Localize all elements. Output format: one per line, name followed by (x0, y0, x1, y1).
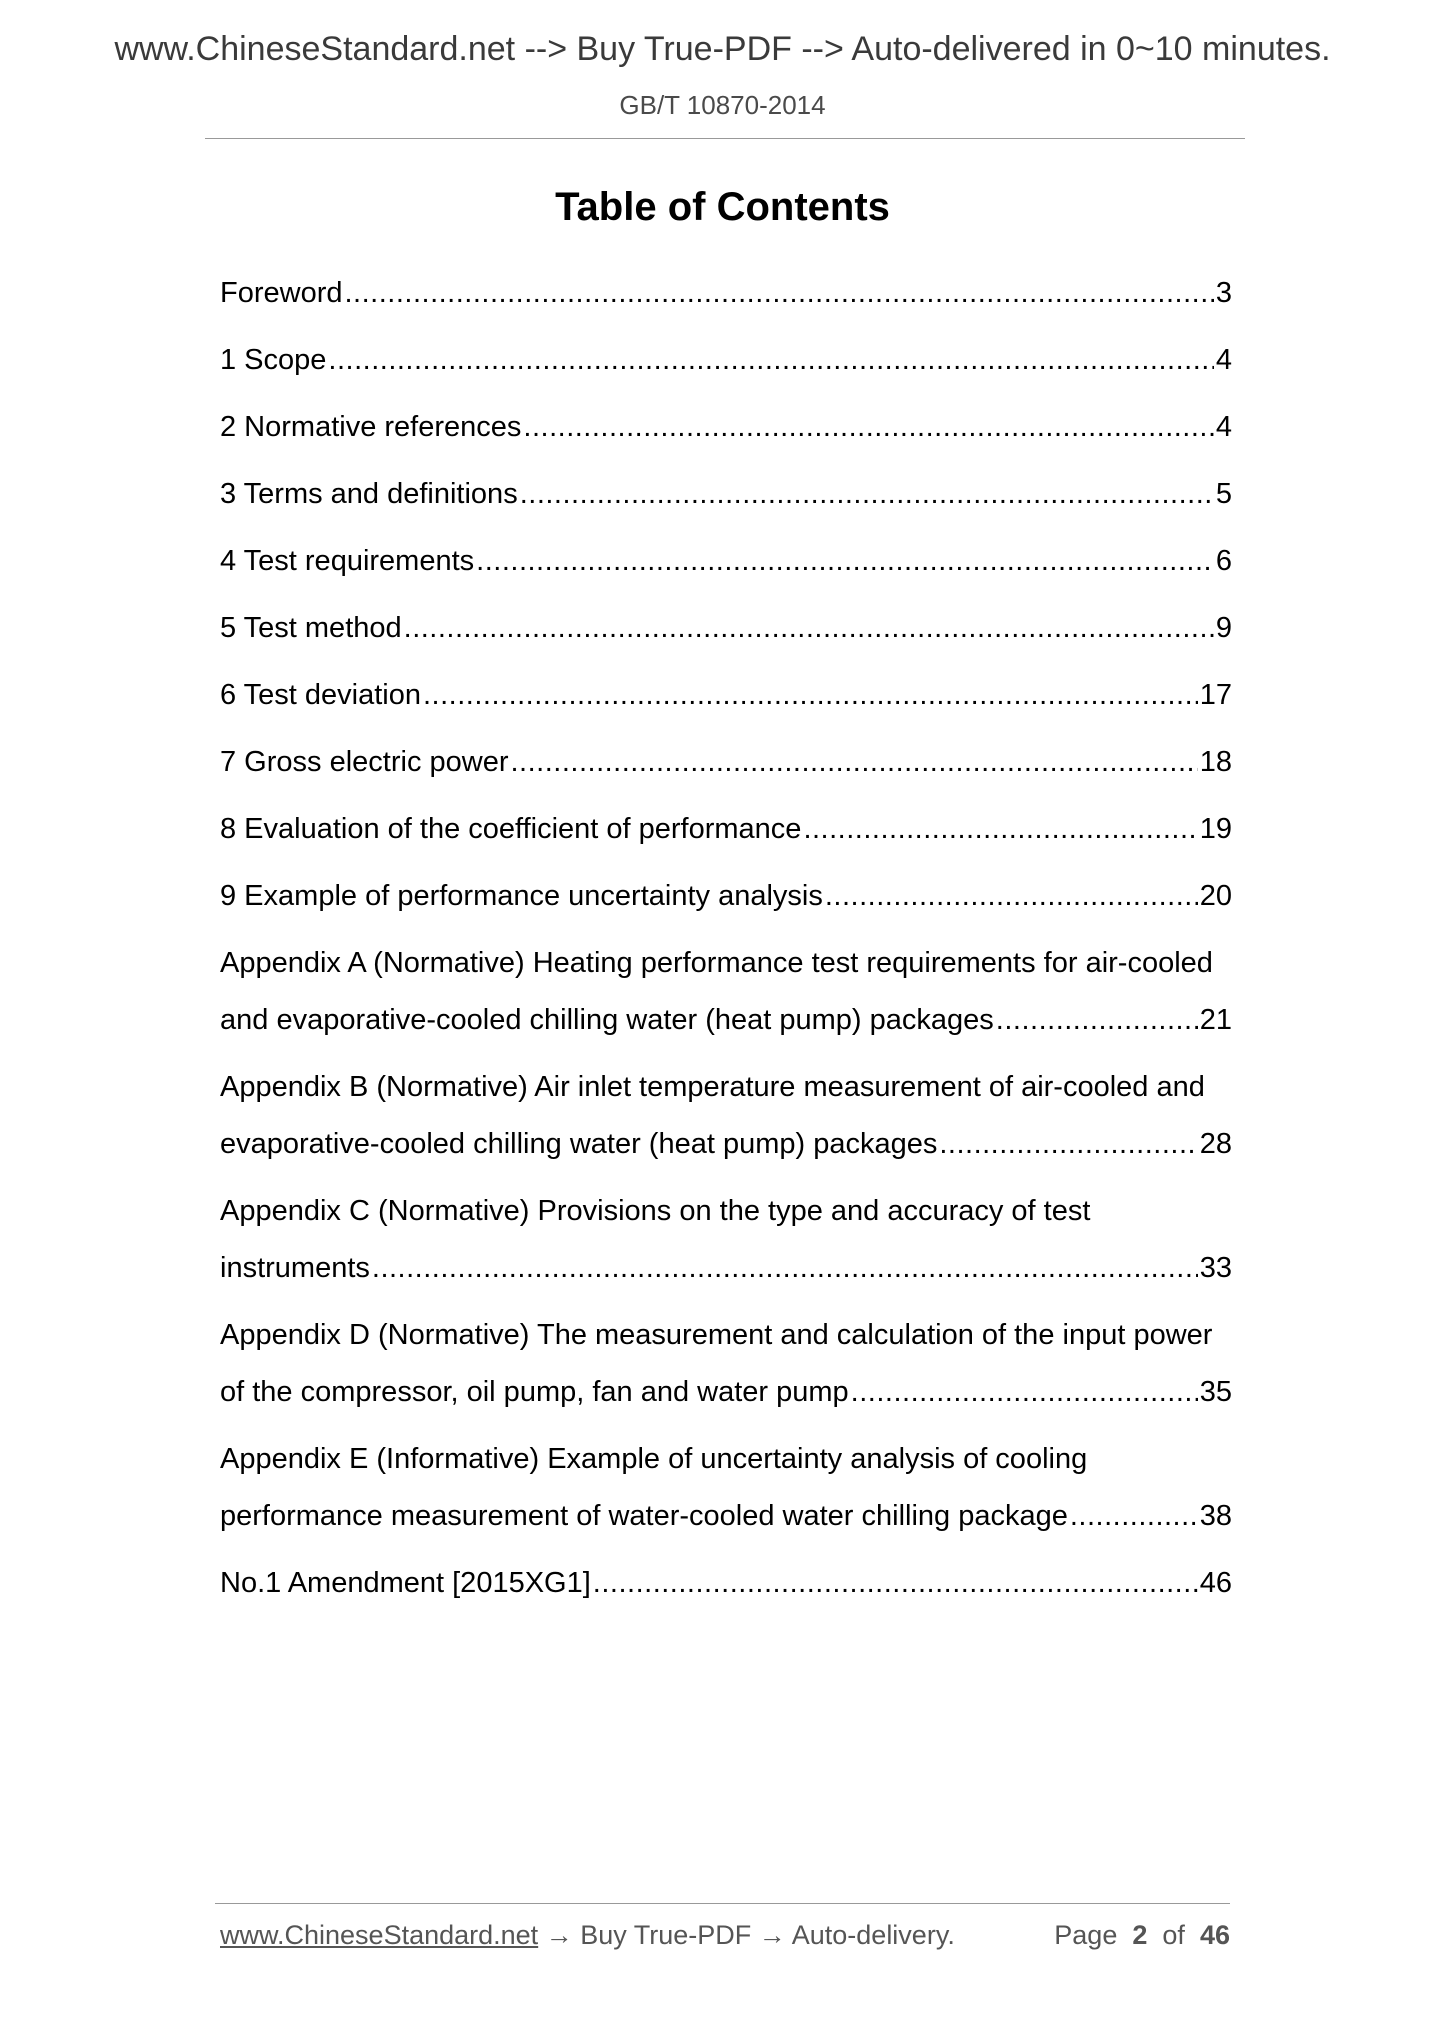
table-of-contents (220, 265, 1232, 1622)
toc-page-number: 6 (1215, 545, 1232, 577)
toc-entry-title-line: Appendix E (Informative) Example of uncertainty analysis of cooling (220, 1443, 1088, 1475)
toc-entry-row (220, 466, 1232, 523)
dot-leader (523, 399, 1213, 456)
toc-entry[interactable] (220, 265, 1232, 322)
toc-entry-title: 1 Scope (220, 344, 327, 376)
toc-entry-row (220, 801, 1232, 858)
toc-entry-row (220, 1240, 1232, 1297)
toc-entry[interactable] (220, 399, 1232, 456)
toc-page-number: 4 (1215, 344, 1232, 376)
toc-entry[interactable] (220, 1431, 1232, 1545)
toc-entry-row (220, 332, 1232, 389)
dot-leader (939, 1116, 1197, 1173)
dot-leader (825, 868, 1198, 925)
toc-entry-row (220, 667, 1232, 724)
dot-leader (423, 667, 1198, 724)
toc-entry-title: 3 Terms and definitions (220, 478, 518, 510)
header-divider (205, 138, 1245, 139)
dot-leader (851, 1364, 1198, 1421)
toc-entry-title-line: Appendix C (Normative) Provisions on the type and accuracy of test (220, 1195, 1091, 1227)
toc-entry[interactable] (220, 1555, 1232, 1612)
toc-entry-title-line: Appendix B (Normative) Air inlet temperature measurement of air-cooled and (220, 1071, 1205, 1103)
toc-entry-title: 9 Example of performance uncertainty analysis (220, 880, 823, 912)
toc-entry[interactable] (220, 1059, 1232, 1173)
toc-entry[interactable] (220, 1307, 1232, 1421)
toc-page-number: 38 (1199, 1500, 1232, 1532)
toc-entry[interactable] (220, 935, 1232, 1049)
toc-page-number: 3 (1215, 277, 1232, 309)
toc-entry[interactable] (220, 600, 1232, 657)
toc-entry-title: 7 Gross electric power (220, 746, 509, 778)
toc-page-number: 5 (1215, 478, 1232, 510)
toc-entry-title: Foreword (220, 277, 343, 309)
page-of-label: of (1162, 1920, 1185, 1950)
toc-page-number: 4 (1215, 411, 1232, 443)
toc-page-number: 20 (1199, 880, 1232, 912)
dot-leader (345, 265, 1214, 322)
toc-entry-title-line: Appendix D (Normative) The measurement and calculation of the input power (220, 1319, 1213, 1351)
dot-leader (1070, 1488, 1198, 1545)
toc-entry-title: 8 Evaluation of the coefficient of performance (220, 813, 802, 845)
toc-entry-title: and evaporative-cooled chilling water (heat pump) packages (220, 1004, 994, 1036)
toc-page-number: 9 (1215, 612, 1232, 644)
toc-entry-title: 4 Test requirements (220, 545, 475, 577)
dot-leader (372, 1240, 1198, 1297)
toc-entry[interactable] (220, 734, 1232, 791)
page-current: 2 (1132, 1920, 1148, 1950)
page-title: Table of Contents (555, 185, 890, 229)
toc-entry[interactable] (220, 332, 1232, 389)
toc-entry[interactable] (220, 466, 1232, 523)
toc-entry-row (220, 1364, 1232, 1421)
toc-entry-title: 5 Test method (220, 612, 402, 644)
dot-leader (328, 332, 1213, 389)
page-footer (220, 1920, 1230, 1951)
toc-entry[interactable] (220, 1183, 1232, 1297)
toc-page-number: 28 (1199, 1128, 1232, 1160)
footer-website-link[interactable]: www.ChineseStandard.net (220, 1920, 539, 1950)
toc-entry-row (220, 1488, 1232, 1545)
toc-entry-row (220, 533, 1232, 590)
toc-entry-row (220, 1555, 1232, 1612)
toc-page-number: 35 (1199, 1376, 1232, 1408)
toc-entry[interactable] (220, 667, 1232, 724)
toc-entry-title: performance measurement of water-cooled water chilling package (220, 1500, 1068, 1532)
toc-page-number: 17 (1199, 679, 1232, 711)
toc-entry-row (220, 868, 1232, 925)
page-total: 46 (1199, 1920, 1230, 1950)
toc-entry[interactable] (220, 868, 1232, 925)
toc-entry[interactable] (220, 533, 1232, 590)
toc-page-number: 21 (1199, 1004, 1232, 1036)
toc-entry[interactable] (220, 801, 1232, 858)
dot-leader (593, 1555, 1198, 1612)
toc-entry-title: No.1 Amendment [2015XG1] (220, 1567, 591, 1599)
toc-page-number: 19 (1199, 813, 1232, 845)
standard-code: GB/T 10870-2014 (619, 90, 826, 120)
toc-entry-title: 2 Normative references (220, 411, 522, 443)
dot-leader (520, 466, 1214, 523)
toc-entry-row (220, 734, 1232, 791)
toc-entry-title: 6 Test deviation (220, 679, 421, 711)
dot-leader (803, 801, 1197, 858)
toc-entry-title: of the compressor, oil pump, fan and water pump (220, 1376, 849, 1408)
toc-entry-row (220, 600, 1232, 657)
dot-leader (996, 992, 1198, 1049)
toc-entry-row (220, 265, 1232, 322)
page-indicator (1054, 1920, 1230, 1951)
toc-entry-row (220, 1116, 1232, 1173)
toc-entry-row (220, 992, 1232, 1049)
footer-tagline: → Buy True-PDF → Auto-delivery. (538, 1920, 955, 1950)
dot-leader (476, 533, 1214, 590)
footer-divider (215, 1903, 1230, 1904)
top-banner: www.ChineseStandard.net --> Buy True-PDF --> Auto-delivered in 0~10 minutes. (114, 30, 1331, 68)
toc-entry-row (220, 399, 1232, 456)
dot-leader (511, 734, 1198, 791)
toc-entry-title-line: Appendix A (Normative) Heating performance test requirements for air-cooled (220, 947, 1213, 979)
toc-entry-title: instruments (220, 1252, 370, 1284)
dot-leader (404, 600, 1214, 657)
toc-page-number: 33 (1199, 1252, 1232, 1284)
toc-page-number: 46 (1199, 1567, 1232, 1599)
toc-entry-title: evaporative-cooled chilling water (heat pump) packages (220, 1128, 938, 1160)
toc-page-number: 18 (1199, 746, 1232, 778)
page-label: Page (1054, 1920, 1118, 1950)
